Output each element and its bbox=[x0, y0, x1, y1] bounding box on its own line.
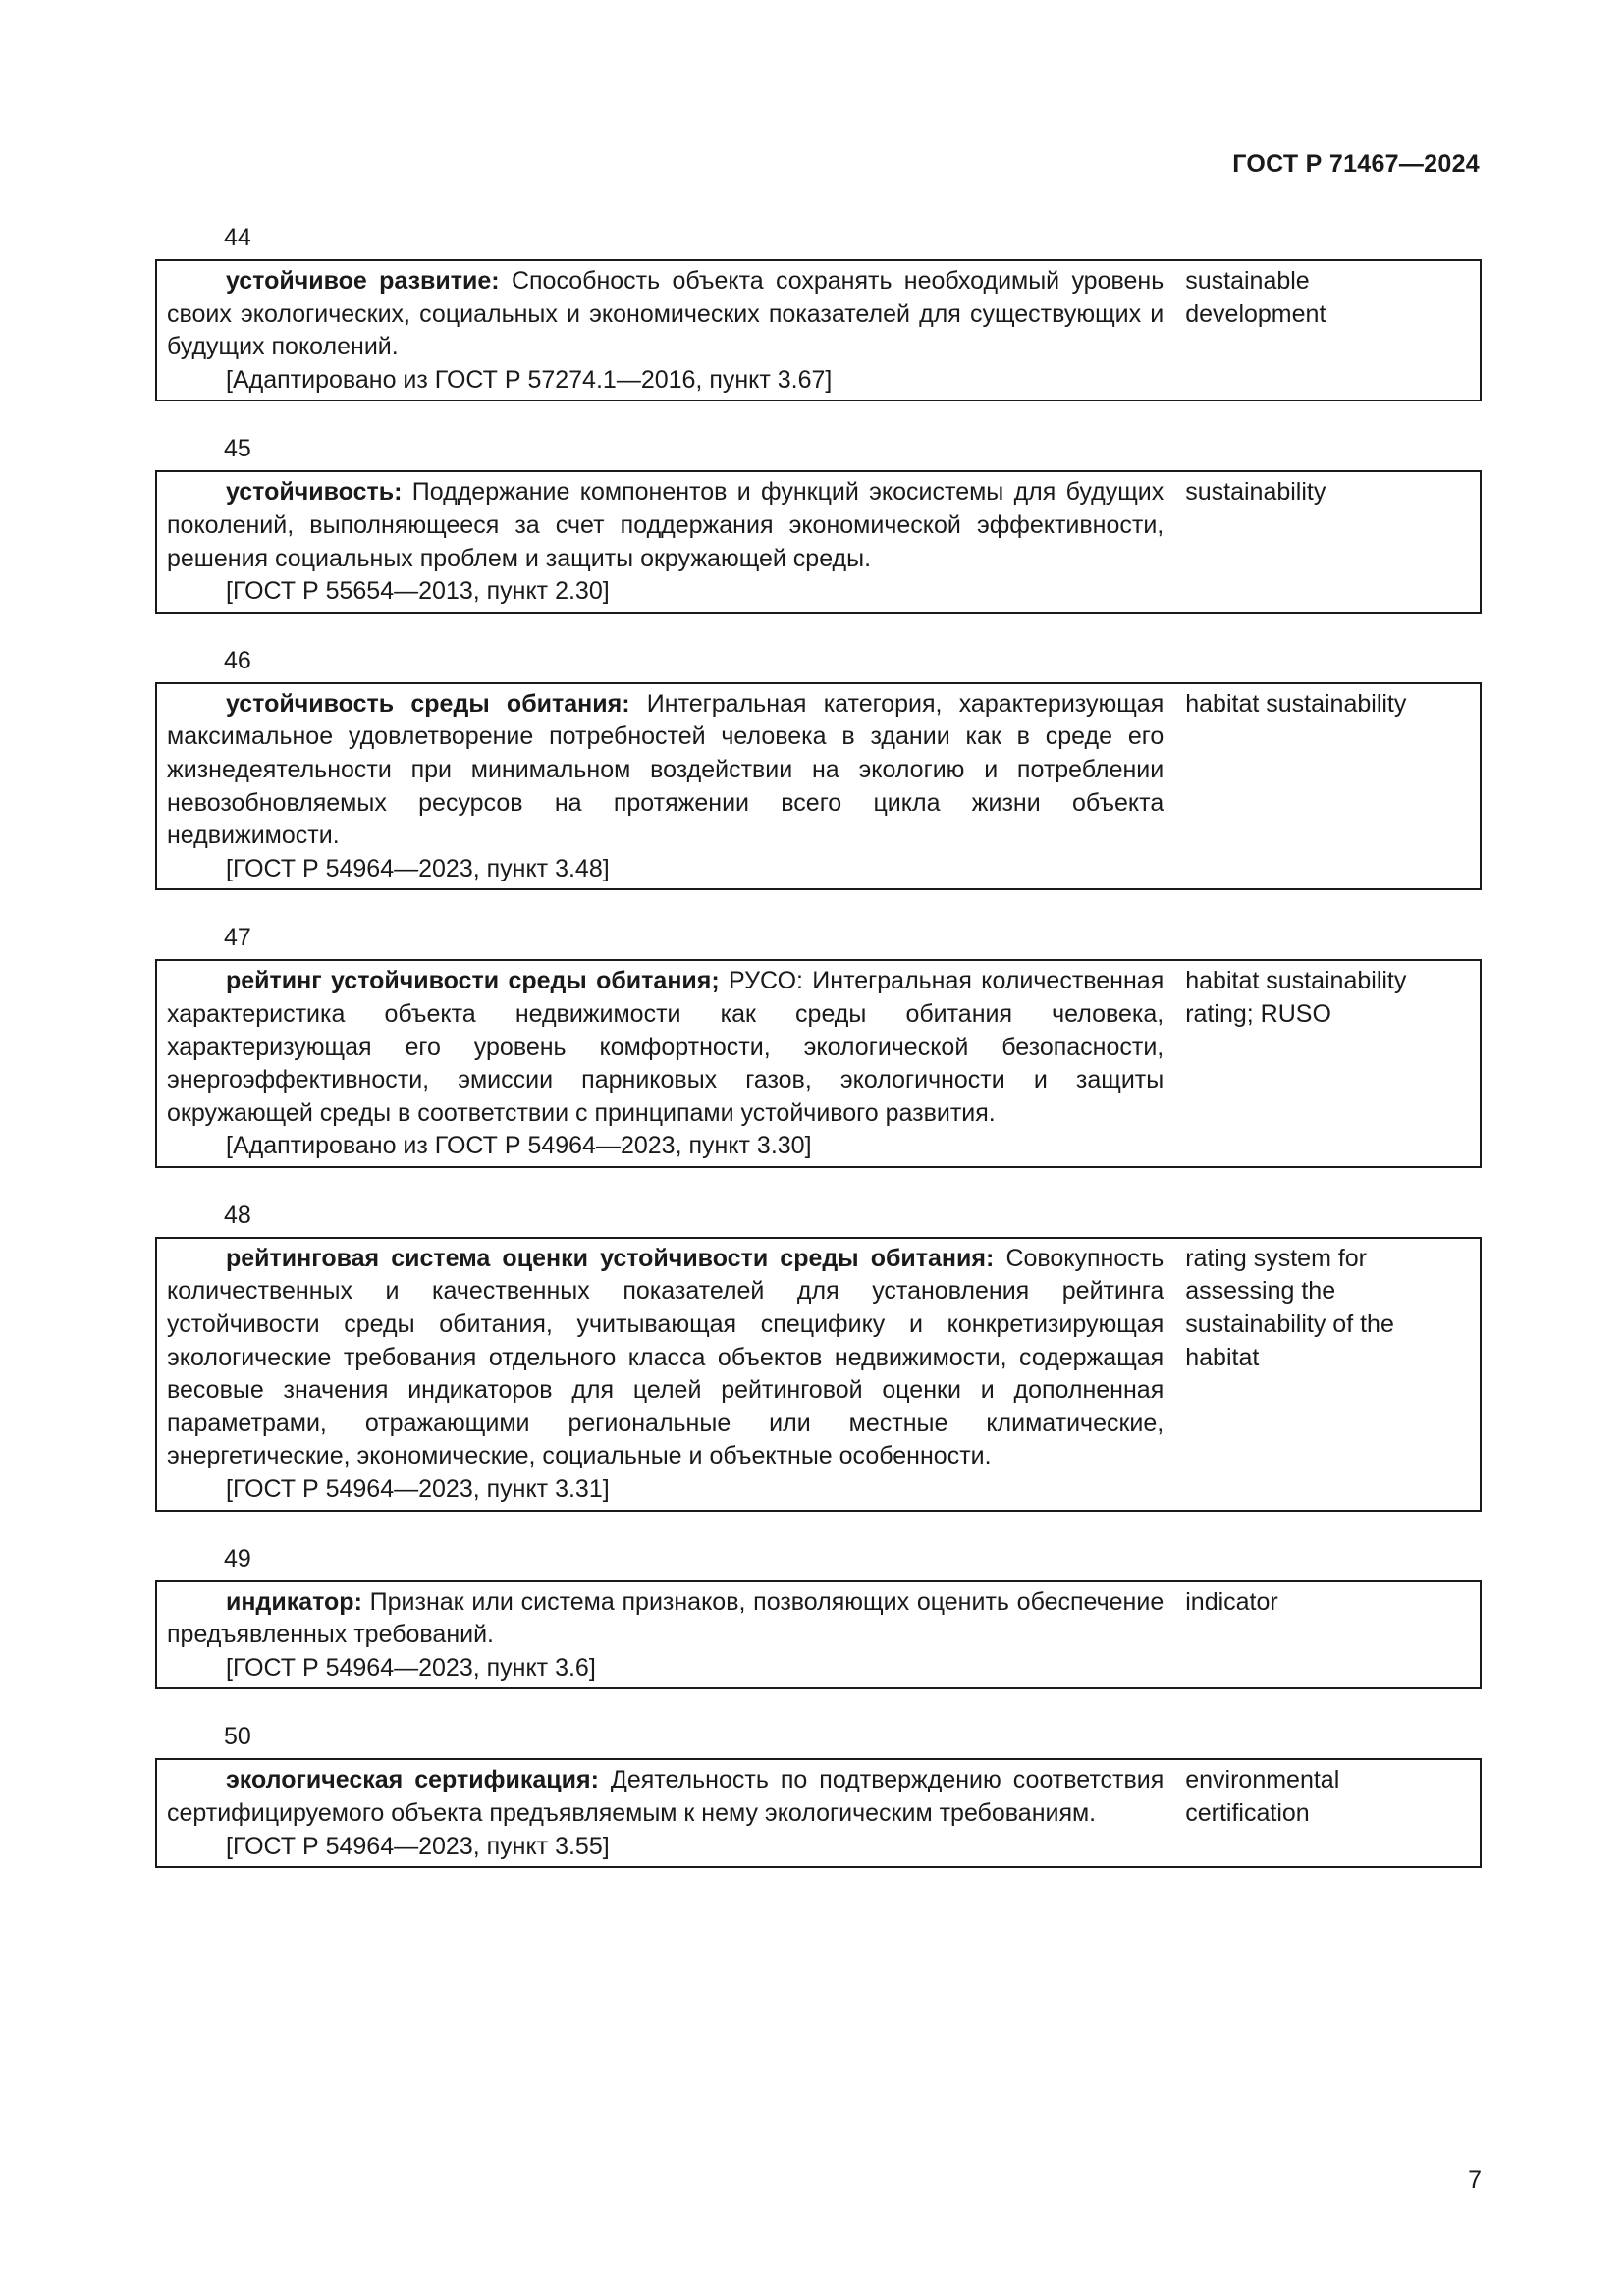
entry-text bbox=[157, 1586, 1173, 1685]
entry-source: [ГОСТ Р 54964—2023, пункт 3.55] bbox=[226, 1832, 610, 1860]
entry-number: 47 bbox=[224, 924, 251, 952]
entry-box bbox=[155, 959, 1482, 1168]
entry-term: устойчивость: bbox=[226, 478, 403, 507]
entry-english-term: sustainable development bbox=[1185, 267, 1326, 328]
entry-number: 49 bbox=[224, 1544, 251, 1573]
entry-source: [Адаптировано из ГОСТ Р 57274.1—2016, пункт 3.67] bbox=[226, 365, 833, 394]
entry-english-term: rating system for assessing the sustainability of the habitat bbox=[1185, 1244, 1394, 1371]
entry-text bbox=[157, 1243, 1173, 1507]
term-entry-50 bbox=[155, 1721, 1482, 1868]
entry-term: рейтинг устойчивости среды обитания; bbox=[226, 967, 720, 995]
entry-term: индикатор: bbox=[226, 1587, 362, 1616]
entry-definition bbox=[167, 476, 1164, 575]
entry-box bbox=[155, 1758, 1482, 1868]
entry-source: [Адаптировано из ГОСТ Р 54964—2023, пункт 3.30] bbox=[226, 1132, 812, 1160]
term-entry-47 bbox=[155, 922, 1482, 1168]
entry-definition-text: Поддержание компонентов и функций экосистемы для будущих поколений, выполняющееся за счет поддержания экономической эффективности, решения социальных проблем и защиты окружающей среды. bbox=[167, 478, 1164, 572]
entry-term: устойчивость среды обитания: bbox=[226, 689, 630, 718]
entry-definition-text: Деятельность по подтверждению соответствия сертифицируемого объекта предъявляемым к нему экологическим требованиям. bbox=[167, 1766, 1164, 1827]
entry-english-term: environmental certification bbox=[1185, 1766, 1340, 1827]
entry-source: [ГОСТ Р 54964—2023, пункт 3.6] bbox=[226, 1653, 596, 1682]
entry-definition bbox=[167, 965, 1164, 1130]
entry-term: рейтинговая система оценки устойчивости среды обитания: bbox=[226, 1244, 995, 1272]
entry-number: 45 bbox=[224, 435, 251, 463]
entry-definition bbox=[167, 1243, 1164, 1473]
entry-number: 46 bbox=[224, 646, 251, 674]
entry-text bbox=[157, 1764, 1173, 1863]
entry-english-term: habitat sustainability bbox=[1185, 689, 1407, 718]
term-entry-49 bbox=[155, 1543, 1482, 1690]
entry-box bbox=[155, 1237, 1482, 1512]
entry-text bbox=[157, 265, 1173, 397]
entry-text bbox=[157, 688, 1173, 886]
entry-box bbox=[155, 682, 1482, 891]
entry-definition bbox=[167, 1764, 1164, 1830]
term-entry-48 bbox=[155, 1200, 1482, 1512]
entry-definition bbox=[167, 265, 1164, 364]
term-entry-46 bbox=[155, 645, 1482, 891]
entry-source: [ГОСТ Р 54964—2023, пункт 3.48] bbox=[226, 854, 610, 882]
entry-box bbox=[155, 1580, 1482, 1690]
entry-definition-text: Совокупность количественных и качественных показателей для установления рейтинга устойчивости среды обитания, учитывающая специфику и конкретизирующая экологические требования отдельного класса объектов недвижимости, содержащая весовые значения индикаторов для целей рейтинговой оценки и дополненная параметрами, отражающими региональные или местные климатические, энергетические, экономические, социальные и объектные особенности. bbox=[167, 1244, 1164, 1470]
entry-term: экологическая сертификация: bbox=[226, 1766, 599, 1794]
term-entry-45 bbox=[155, 433, 1482, 613]
entry-definition-text: Способность объекта сохранять необходимый уровень своих экологических, социальных и экономических показателей для существующих и будущих поколений. bbox=[167, 267, 1164, 361]
entry-definition bbox=[167, 1586, 1164, 1652]
entry-box bbox=[155, 470, 1482, 613]
entry-number: 44 bbox=[224, 224, 251, 251]
entry-source: [ГОСТ Р 54964—2023, пункт 3.31] bbox=[226, 1475, 610, 1504]
entry-text bbox=[157, 476, 1173, 608]
entry-english-term: habitat sustainability rating; RUSO bbox=[1185, 967, 1407, 1028]
entry-box bbox=[155, 259, 1482, 401]
entry-text bbox=[157, 965, 1173, 1163]
entry-number: 50 bbox=[224, 1723, 251, 1751]
entry-definition-text: Признак или система признаков, позволяющих оценить обеспечение предъявленных требований. bbox=[167, 1587, 1164, 1649]
entry-term: устойчивое развитие: bbox=[226, 267, 500, 294]
entry-definition-text: Интегральная категория, характеризующая максимальное удовлетворение потребностей человека в здании как в среде его жизнедеятельности при минимальном воздействии на экологию и потреблении невозобновляемых ресурсов на протяжении всего цикла жизни объекта недвижимости. bbox=[167, 689, 1164, 850]
entry-english-term: indicator bbox=[1185, 1587, 1278, 1616]
terms-list bbox=[155, 222, 1482, 1899]
entry-definition-text: РУСО: Интегральная количественная характеристика объекта недвижимости как среды обитания человека, характеризующая его уровень комфортности, экологической безопасности, энергоэффективности, эмиссии парниковых газов, экологичности и защиты окружающей среды в соответствии с принципами устойчивого развития. bbox=[167, 967, 1164, 1127]
document-header-code: ГОСТ Р 71467—2024 bbox=[1232, 150, 1480, 178]
page-number: 7 bbox=[1468, 2166, 1482, 2194]
term-entry-44 bbox=[155, 222, 1482, 401]
entry-english-term: sustainability bbox=[1185, 478, 1326, 507]
entry-number: 48 bbox=[224, 1201, 251, 1229]
entry-source: [ГОСТ Р 55654—2013, пункт 2.30] bbox=[226, 577, 610, 606]
entry-definition bbox=[167, 688, 1164, 853]
